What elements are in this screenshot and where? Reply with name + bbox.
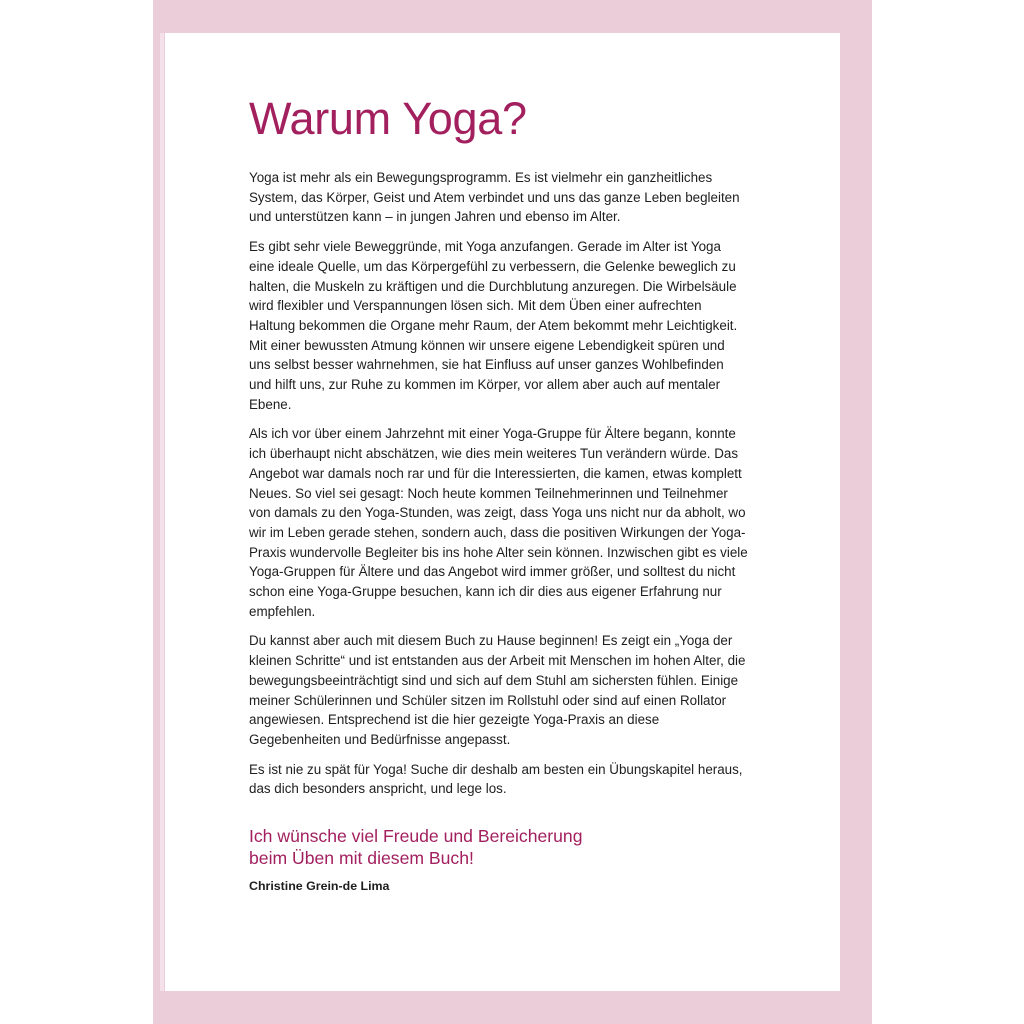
closing-wish-line-2: beim Üben mit diesem Buch! (249, 848, 474, 869)
closing-wish (249, 825, 749, 869)
closing-wish-line-1: Ich wünsche viel Freude und Bereicherung (249, 826, 583, 847)
page-title: Warum Yoga? (249, 93, 527, 144)
page-spine-shadow (160, 33, 164, 991)
paragraph-5: Es ist nie zu spät für Yoga! Suche dir deshalb am besten ein Übungskapitel heraus, das dich besonders anspricht, und lege los. (249, 761, 743, 797)
paragraph-3: Als ich vor über einem Jahrzehnt mit einer Yoga-Gruppe für Ältere begann, konnte ich überhaupt nicht abschätzen, wie dies mein weiteres Tun verändern würde. Das Angebot war damals noch rar und für die Interessierten, die kamen, etwas komplett Neues. So viel sei gesagt: Noch heute kommen Teilnehmerinnen und Teilnehmer von damals zu den Yoga-Stunden, was zeigt, dass Yoga uns nicht nur da abholt, wo wir im Leben gerade stehen, sondern auch, dass die positiven Wirkungen der Yoga-Praxis wundervolle Begleiter bis ins hohe Alter sein können. Inzwischen gibt es viele Yoga-Gruppen für Ältere und das Angebot wird immer größer, und solltest du nicht schon eine Yoga-Gruppe besuchen, kann ich dir dies aus eigener Erfahrung nur empfehlen. (249, 426, 748, 619)
paragraph-4: Du kannst aber auch mit diesem Buch zu Hause beginnen! Es zeigt ein „Yoga der kleinen Schritte“ und ist entstanden aus der Arbeit mit Menschen im hohen Alter, die bewegungsbeeinträchtigt sind und sich auf dem Stuhl am sichersten fühlen. Einige meiner Schülerinnen und Schüler sitzen im Rollstuhl oder sind auf einen Rollator angewiesen. Entsprechend ist die hier gezeigte Yoga-Praxis an diese Gegebenheiten und Bedürfnisse angepasst. (249, 633, 746, 747)
paragraph-1: Yoga ist mehr als ein Bewegungsprogramm. Es ist vielmehr ein ganzheitliches System, das Körper, Geist und Atem verbindet und uns das ganze Leben begleiten und unterstützen kann – in jungen Jahren und ebenso im Alter. (249, 170, 740, 225)
paragraph-2: Es gibt sehr viele Beweggründe, mit Yoga anzufangen. Gerade im Alter ist Yoga eine ideale Quelle, um das Körpergefühl zu verbessern, die Gelenke beweglich zu halten, die Muskeln zu kräftigen und die Durchblutung anzuregen. Die Wirbelsäule wird flexibler und Verspannungen lösen sich. Mit dem Üben einer aufrechten Haltung bekommen die Organe mehr Raum, der Atem bekommt mehr Leichtigkeit. Mit einer bewussten Atmung können wir unsere eigene Lebendigkeit spüren und uns selbst besser wahrnehmen, sie hat Einfluss auf unser ganzes Wohlbefinden und hilft uns, zur Ruhe zu kommen im Körper, vor allem aber auch auf mentaler Ebene. (249, 239, 738, 412)
page-content (249, 88, 749, 893)
author-name: Christine Grein-de Lima (249, 879, 390, 894)
